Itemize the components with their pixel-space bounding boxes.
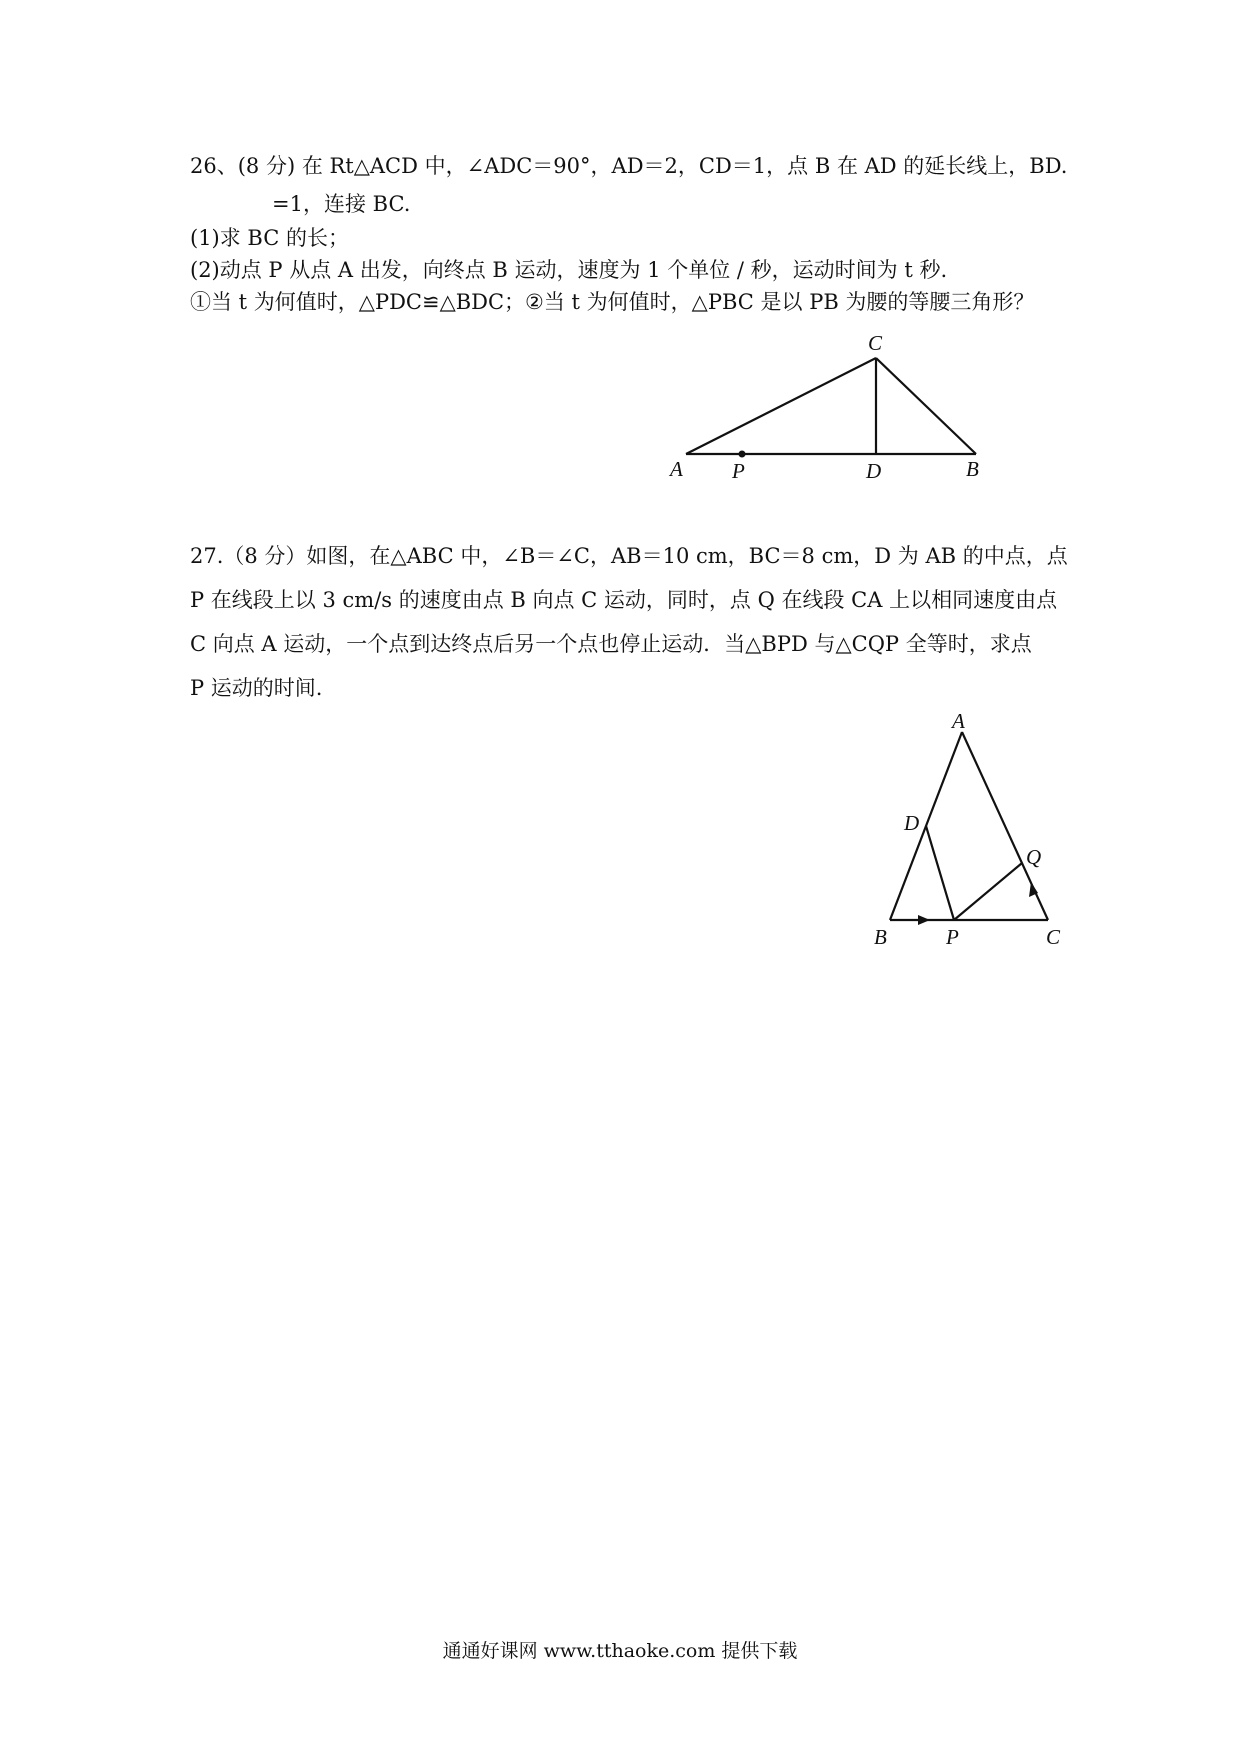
label-A: A bbox=[670, 457, 683, 480]
q27-line-3: C 向点 A 运动，一个点到达终点后另一个点也停止运动．当△BPD 与△CQP 全等时，求点 bbox=[190, 632, 1032, 656]
q27-line-4: P 运动的时间. bbox=[190, 676, 323, 700]
label-Q: Q bbox=[1026, 845, 1042, 869]
label-A: A bbox=[952, 710, 965, 733]
q26-figure bbox=[650, 330, 1010, 480]
segment-CB bbox=[876, 358, 976, 454]
q27-figure bbox=[860, 710, 1080, 950]
label-D: D bbox=[866, 459, 882, 480]
label-D: D bbox=[904, 811, 920, 835]
point-P bbox=[739, 451, 746, 458]
segment-AC bbox=[686, 358, 876, 454]
label-P: P bbox=[946, 925, 959, 949]
q27-line-2: P 在线段上以 3 cm/s 的速度由点 B 向点 C 运动，同时，点 Q 在线段 CA 上以相同速度由点 bbox=[190, 588, 1058, 612]
q27-line-1: 27.（8 分）如图，在△ABC 中，∠B＝∠C，AB＝10 cm，BC＝8 cm，D 为 AB 的中点，点 bbox=[190, 544, 1068, 568]
arrow-icon-B-to-C bbox=[918, 915, 930, 925]
label-B: B bbox=[874, 925, 887, 949]
footer-download-note: 通通好课网 www.tthaoke.com 提供下载 bbox=[442, 1640, 798, 1662]
label-B: B bbox=[966, 457, 979, 480]
label-C: C bbox=[1046, 925, 1061, 949]
q26-line-5: ①当 t 为何值时，△PDC≌△BDC；②当 t 为何值时，△PBC 是以 PB 为腰的等腰三角形？ bbox=[190, 290, 1035, 314]
q26-line-4: (2)动点 P 从点 A 出发，向终点 B 运动，速度为 1 个单位 / 秒，运动时间为 t 秒. bbox=[190, 258, 948, 282]
label-C: C bbox=[868, 331, 883, 355]
label-P: P bbox=[732, 459, 745, 480]
segment-PQ bbox=[954, 863, 1022, 920]
q26-line-1: 26、(8 分) 在 Rt△ACD 中，∠ADC＝90°，AD＝2，CD＝1，点 B 在 AD 的延长线上，BD. bbox=[190, 154, 1068, 178]
q26-line-2: =1，连接 BC. bbox=[272, 192, 411, 216]
segment-DP bbox=[926, 826, 954, 920]
q26-line-3: (1)求 BC 的长； bbox=[190, 226, 349, 250]
